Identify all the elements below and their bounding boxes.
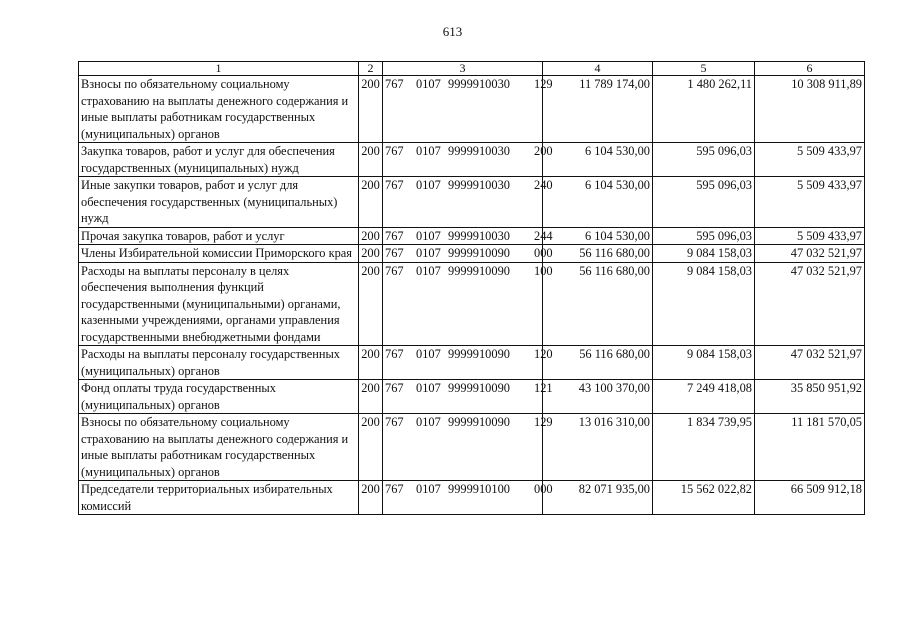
budget-classification-code	[383, 380, 553, 414]
value-column-5: 595 096,03	[653, 143, 755, 177]
department-code: 767	[385, 246, 404, 260]
value-column-6: 10 308 911,89	[755, 76, 865, 143]
table-row	[79, 346, 865, 380]
value-column-4: 13 016 310,00	[543, 414, 653, 481]
target-article-code: 9999910030	[448, 228, 510, 243]
table-row	[79, 143, 865, 177]
expense-type-code: 000	[534, 482, 553, 496]
table-row	[79, 262, 865, 346]
value-column-4: 11 789 174,00	[543, 76, 653, 143]
budget-classification-code	[383, 481, 553, 515]
target-article-code: 9999910090	[448, 246, 510, 260]
value-column-5: 9 084 158,03	[653, 262, 755, 346]
page-number: 613	[442, 24, 463, 39]
department-code: 767	[385, 347, 404, 361]
table-row	[79, 177, 865, 228]
department-code: 767	[385, 77, 404, 91]
department-code: 767	[385, 144, 404, 158]
budget-classification-code	[383, 143, 553, 177]
column-header-3: 3	[383, 62, 543, 76]
value-column-6: 5 509 433,97	[755, 143, 865, 177]
table-row	[79, 227, 865, 245]
code-column-2: 200	[359, 245, 383, 263]
code-column-2: 200	[359, 227, 383, 245]
expense-name: Иные закупки товаров, работ и услуг для обеспечения государственных (муниципальных) нужд	[79, 177, 359, 228]
value-column-6: 47 032 521,97	[755, 346, 865, 380]
target-article-code: 9999910090	[448, 415, 510, 429]
target-article-code: 9999910030	[448, 178, 510, 192]
department-code: 767	[385, 228, 404, 243]
value-column-6: 5 509 433,97	[755, 177, 865, 228]
expense-type-code: 244	[534, 228, 553, 243]
code-column-2: 200	[359, 76, 383, 143]
table-row	[79, 76, 865, 143]
column-header-1: 1	[79, 62, 359, 76]
section-code: 0107	[416, 178, 441, 192]
value-column-4: 6 104 530,00	[543, 143, 653, 177]
value-column-5: 7 249 418,08	[653, 380, 755, 414]
code-column-2: 200	[359, 380, 383, 414]
budget-classification-code	[383, 346, 553, 380]
section-code: 0107	[416, 381, 441, 395]
budget-classification-code	[383, 227, 553, 245]
header-row	[79, 62, 865, 76]
expense-type-code: 200	[534, 144, 553, 158]
table-row	[79, 481, 865, 515]
budget-classification-code	[383, 245, 553, 263]
column-header-4: 4	[543, 62, 653, 76]
code-column-2: 200	[359, 481, 383, 515]
table-body	[79, 76, 865, 515]
expense-name: Взносы по обязательному социальному страхованию на выплаты денежного содержания и иные выплаты работникам государственных (муниципальных) органов	[79, 414, 359, 481]
code-column-2: 200	[359, 143, 383, 177]
expense-type-code: 129	[534, 415, 553, 429]
column-header-5: 5	[653, 62, 755, 76]
expense-name: Фонд оплаты труда государственных (муниципальных) органов	[79, 380, 359, 414]
value-column-4: 43 100 370,00	[543, 380, 653, 414]
expense-name: Расходы на выплаты персоналу государственных (муниципальных) органов	[79, 346, 359, 380]
department-code: 767	[385, 263, 404, 278]
department-code: 767	[385, 381, 404, 395]
value-column-4: 82 071 935,00	[543, 481, 653, 515]
value-column-6: 47 032 521,97	[755, 245, 865, 263]
target-article-code: 9999910090	[448, 263, 510, 278]
value-column-5: 9 084 158,03	[653, 346, 755, 380]
expense-name: Закупка товаров, работ и услуг для обеспечения государственных (муниципальных) нужд	[79, 143, 359, 177]
value-column-5: 595 096,03	[653, 177, 755, 228]
value-column-5: 1 834 739,95	[653, 414, 755, 481]
expense-name: Прочая закупка товаров, работ и услуг	[79, 227, 359, 245]
table-row	[79, 414, 865, 481]
value-column-5: 595 096,03	[653, 227, 755, 245]
budget-classification-code	[383, 262, 553, 346]
value-column-6: 11 181 570,05	[755, 414, 865, 481]
value-column-5: 15 562 022,82	[653, 481, 755, 515]
expense-type-code: 000	[534, 246, 553, 260]
section-code: 0107	[416, 347, 441, 361]
department-code: 767	[385, 415, 404, 429]
budget-table	[78, 61, 865, 515]
expense-type-code: 121	[534, 381, 553, 395]
expense-type-code: 129	[534, 77, 553, 91]
table-row	[79, 380, 865, 414]
expense-type-code: 100	[534, 263, 553, 278]
expense-name: Взносы по обязательному социальному страхованию на выплаты денежного содержания и иные выплаты работникам государственных (муниципальных) органов	[79, 76, 359, 143]
value-column-4: 56 116 680,00	[543, 346, 653, 380]
section-code: 0107	[416, 263, 441, 278]
expense-name: Расходы на выплаты персоналу в целях обеспечения выполнения функций государственными (муниципальными) органами, казенными учреждениями, органами управления государственными внебюджетными фондами	[79, 262, 359, 346]
value-column-6: 66 509 912,18	[755, 481, 865, 515]
section-code: 0107	[416, 77, 441, 91]
value-column-4: 6 104 530,00	[543, 177, 653, 228]
expense-type-code: 240	[534, 178, 553, 192]
budget-classification-code	[383, 177, 553, 228]
value-column-4: 56 116 680,00	[543, 245, 653, 263]
code-column-2: 200	[359, 262, 383, 346]
code-column-2: 200	[359, 346, 383, 380]
expense-type-code: 120	[534, 347, 553, 361]
column-header-2: 2	[359, 62, 383, 76]
target-article-code: 9999910030	[448, 77, 510, 91]
section-code: 0107	[416, 228, 441, 243]
column-header-6: 6	[755, 62, 865, 76]
value-column-5: 1 480 262,11	[653, 76, 755, 143]
code-column-2: 200	[359, 177, 383, 228]
target-article-code: 9999910100	[448, 482, 510, 496]
target-article-code: 9999910030	[448, 144, 510, 158]
code-column-2: 200	[359, 414, 383, 481]
table-row	[79, 245, 865, 263]
target-article-code: 9999910090	[448, 381, 510, 395]
section-code: 0107	[416, 246, 441, 260]
expense-name: Члены Избирательной комиссии Приморского края	[79, 245, 359, 263]
value-column-6: 5 509 433,97	[755, 227, 865, 245]
section-code: 0107	[416, 144, 441, 158]
value-column-5: 9 084 158,03	[653, 245, 755, 263]
value-column-6: 47 032 521,97	[755, 262, 865, 346]
department-code: 767	[385, 482, 404, 496]
section-code: 0107	[416, 482, 441, 496]
department-code: 767	[385, 178, 404, 192]
value-column-4: 56 116 680,00	[543, 262, 653, 346]
value-column-6: 35 850 951,92	[755, 380, 865, 414]
budget-classification-code	[383, 414, 553, 481]
section-code: 0107	[416, 415, 441, 429]
expense-name: Председатели территориальных избирательных комиссий	[79, 481, 359, 515]
target-article-code: 9999910090	[448, 347, 510, 361]
budget-classification-code	[383, 76, 553, 143]
value-column-4: 6 104 530,00	[543, 227, 653, 245]
